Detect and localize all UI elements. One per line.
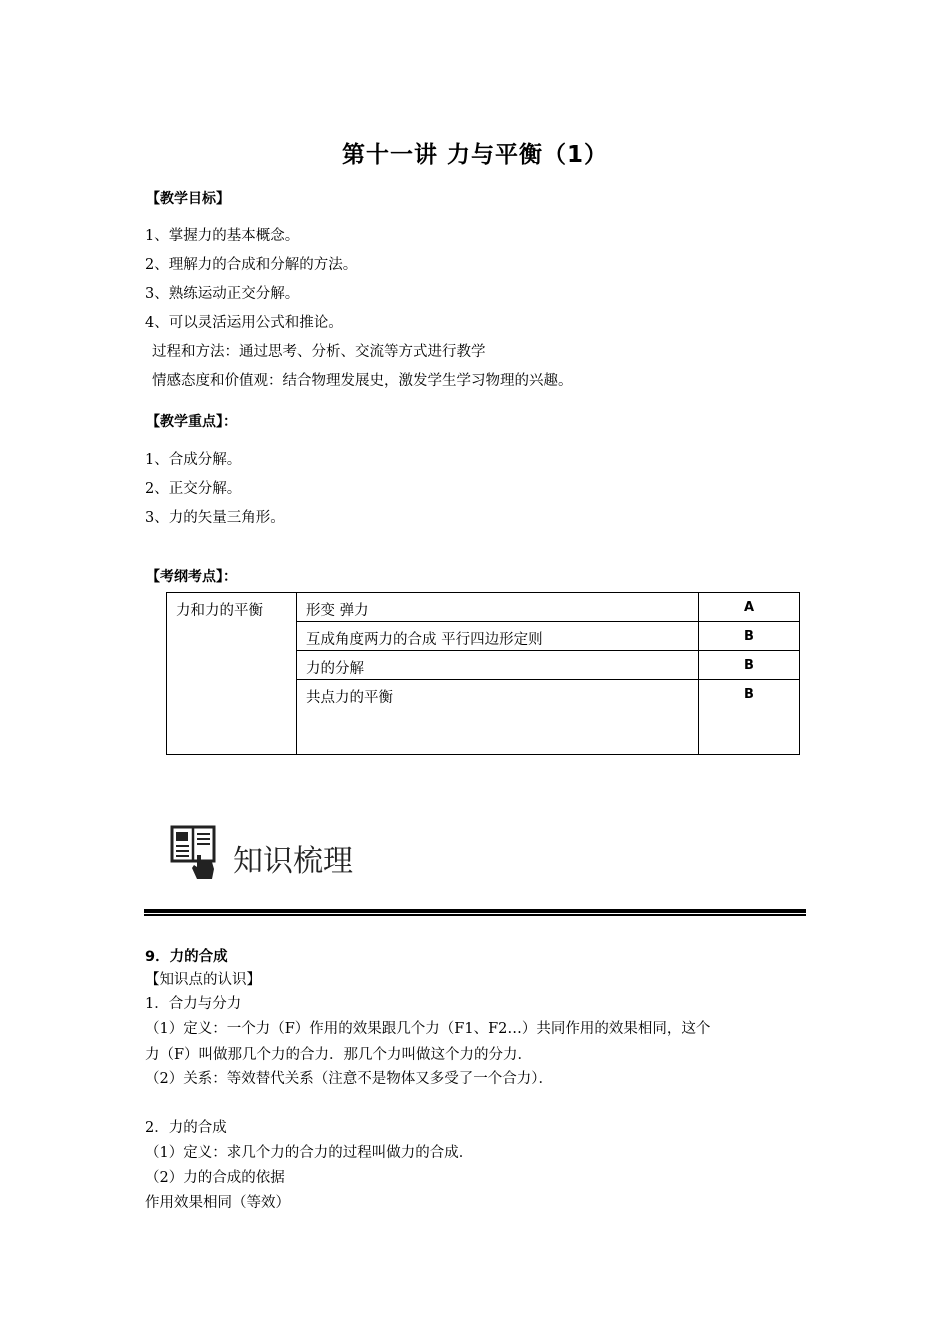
syllabus-topic: 互成角度两力的合成 平行四边形定则 — [297, 622, 699, 651]
syllabus-category: 力和力的平衡 — [167, 593, 297, 755]
section-title: 9．力的合成 — [145, 949, 228, 965]
section-line: 2．力的合成 — [145, 1120, 227, 1136]
objective-process: 过程和方法：通过思考、分析、交流等方式进行教学 — [152, 344, 486, 360]
syllabus-topic: 共点力的平衡 — [297, 680, 699, 755]
divider — [144, 909, 806, 913]
section-line: 力（F）叫做那几个力的合力．那几个力叫做这个力的分力． — [145, 1047, 533, 1063]
section-line: （2）关系：等效替代关系（注意不是物体又多受了一个合力）． — [145, 1071, 553, 1087]
syllabus-table — [166, 592, 800, 755]
keypoint-item: 3、力的矢量三角形。 — [145, 510, 285, 526]
keypoint-item: 2、正交分解。 — [145, 481, 242, 497]
syllabus-level: B — [699, 680, 800, 755]
objective-item: 2、理解力的合成和分解的方法。 — [145, 257, 358, 273]
section-line: （2）力的合成的依据 — [145, 1170, 285, 1186]
section-line: 1．合力与分力 — [145, 996, 242, 1012]
section-line: （1）定义：一个力（F）作用的效果跟几个力（F1、F2…）共同作用的效果相同，这个 — [145, 1021, 711, 1037]
section-line: 作用效果相同（等效） — [145, 1195, 290, 1211]
objective-item: 1、掌握力的基本概念。 — [145, 228, 300, 244]
objective-emotion: 情感态度和价值观：结合物理发展史，激发学生学习物理的兴趣。 — [152, 373, 573, 389]
syllabus-level: B — [699, 622, 800, 651]
section-line: （1）定义：求几个力的合力的过程叫做力的合成． — [145, 1145, 474, 1161]
keypoints-heading: 【教学重点】： — [146, 414, 237, 430]
syllabus-topic: 形变 弹力 — [297, 593, 699, 622]
objective-item: 3、熟练运动正交分解。 — [145, 286, 300, 302]
syllabus-level: B — [699, 651, 800, 680]
syllabus-heading: 【考纲考点】： — [146, 569, 237, 585]
syllabus-level: A — [699, 593, 800, 622]
table-row — [167, 593, 800, 622]
banner-label: 知识梳理 — [233, 844, 353, 879]
page-title: 第十一讲 力与平衡（1） — [341, 142, 608, 168]
book-hand-icon — [170, 825, 220, 881]
keypoint-item: 1、合成分解。 — [145, 452, 242, 468]
section-subheading: 【知识点的认识】 — [145, 972, 261, 988]
syllabus-topic: 力的分解 — [297, 651, 699, 680]
objectives-heading: 【教学目标】 — [146, 191, 230, 207]
divider — [144, 914, 806, 916]
objective-item: 4、可以灵活运用公式和推论。 — [145, 315, 343, 331]
